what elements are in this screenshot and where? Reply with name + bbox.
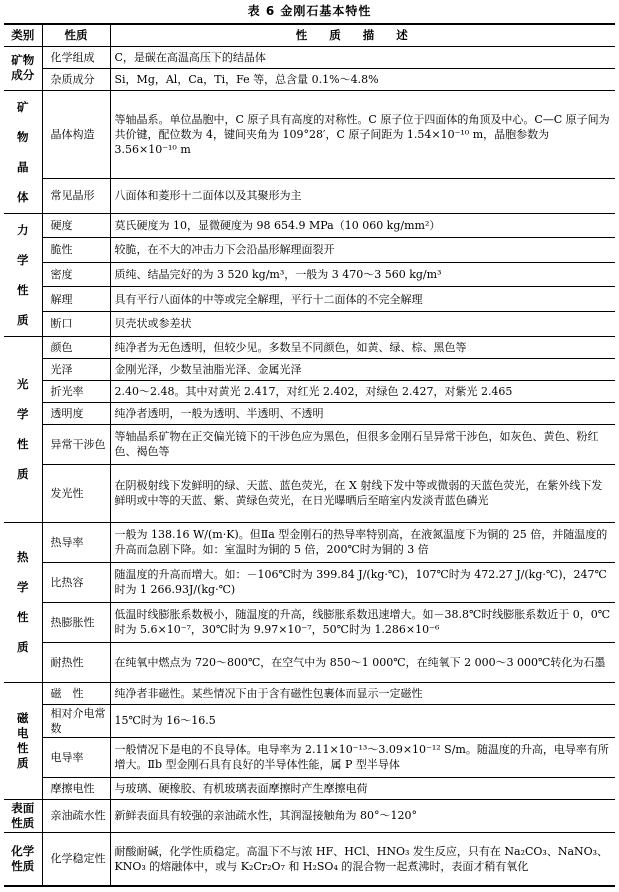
header-property: 性质 bbox=[42, 24, 110, 46]
table-row bbox=[4, 464, 615, 522]
category-cell bbox=[4, 213, 42, 336]
description-cell: 等轴晶系。单位晶胞中，C 原子具有高度的对称性。C 原子位于四面体的角顶及中心。C—C 原子间为共价键，配位数为 4，键间夹角为 109°28′，C 原子间距为 1.54×10⁻¹⁰ m，晶胞参数为 3.56×10⁻¹⁰ m bbox=[110, 90, 615, 178]
property-cell: 相对介电常数 bbox=[42, 704, 110, 737]
table-row bbox=[4, 704, 615, 737]
property-cell: 脆性 bbox=[42, 238, 110, 263]
description-cell: 莫氏硬度为 10，显微硬度为 98 654.9 MPa（10 060 kg/mm²） bbox=[110, 213, 615, 238]
category-label: 光学性质 bbox=[17, 377, 29, 481]
property-cell: 比热容 bbox=[42, 562, 110, 602]
property-cell: 热导率 bbox=[42, 522, 110, 562]
table-row bbox=[4, 287, 615, 312]
description-cell: 纯净者为无色透明，但较少见。多数呈不同颜色，如黄、绿、棕、黑色等 bbox=[110, 336, 615, 358]
description-cell: 在纯氧中燃点为 720～800℃，在空气中为 850～1 000℃，在纯氧下 2 000～3 000℃转化为石墨 bbox=[110, 642, 615, 682]
category-cell bbox=[4, 522, 42, 682]
property-cell: 热膨胀性 bbox=[42, 602, 110, 642]
description-cell: 一般情况下是电的不良导体。电导率为 2.11×10⁻¹³～3.09×10⁻¹² S/m。随温度的升高，电导率有所增大。Ⅱb 型金刚石具有良好的半导体性能，属 P 型半导体 bbox=[110, 737, 615, 777]
table-row bbox=[4, 402, 615, 424]
table-row bbox=[4, 358, 615, 380]
property-cell: 异常干涉色 bbox=[42, 424, 110, 464]
table-row bbox=[4, 682, 615, 704]
category-cell bbox=[4, 832, 42, 886]
category-label: 矿物晶体 bbox=[17, 99, 29, 204]
category-cell bbox=[4, 336, 42, 522]
table-row bbox=[4, 642, 615, 682]
description-cell: 新鲜表面具有较强的亲油疏水性，其润湿接触角为 80°～120° bbox=[110, 799, 615, 832]
table-row bbox=[4, 90, 615, 178]
header-description: 性质描述 bbox=[110, 24, 615, 46]
table-row bbox=[4, 737, 615, 777]
table-row bbox=[4, 336, 615, 358]
description-cell: 2.40～2.48。其中对黄光 2.417，对红光 2.402，对绿色 2.427，对紫光 2.465 bbox=[110, 380, 615, 402]
property-cell: 光泽 bbox=[42, 358, 110, 380]
table-row bbox=[4, 799, 615, 832]
description-cell: 随温度的升高而增大。如：－106℃时为 399.84 J/(kg·℃)，107℃时为 472.27 J/(kg·℃)，247℃时为 1 266.93J/(kg·℃) bbox=[110, 562, 615, 602]
description-cell: 耐酸耐碱，化学性质稳定。高温下不与浓 HF、HCl、HNO₃ 发生反应，只有在 Na₂CO₃、NaNO₃、KNO₃ 的熔融体中，或与 K₂Cr₂O₇ 和 H₂SO₄ 的混合物一起煮沸时，表面才稍有氧化 bbox=[110, 832, 615, 886]
description-cell: C，是碳在高温高压下的结晶体 bbox=[110, 46, 615, 68]
property-cell: 折光率 bbox=[42, 380, 110, 402]
table-row bbox=[4, 832, 615, 886]
table-row bbox=[4, 178, 615, 213]
property-cell: 硬度 bbox=[42, 213, 110, 238]
property-cell: 摩擦电性 bbox=[42, 777, 110, 799]
category-label: 矿物成分 bbox=[11, 53, 35, 82]
category-cell bbox=[4, 90, 42, 213]
table-row bbox=[4, 562, 615, 602]
description-cell: 低温时线膨胀系数极小，随温度的升高，线膨胀系数迅速增大。如－38.8℃时线膨胀系数近于 0，0℃时为 5.6×10⁻⁷，30℃时为 9.97×10⁻⁷，50℃时为 1.286×10⁻⁶ bbox=[110, 602, 615, 642]
table-row bbox=[4, 424, 615, 464]
category-label: 表面性质 bbox=[11, 800, 35, 830]
description-cell: 与玻璃、硬橡胶、有机玻璃表面摩擦时产生摩擦电荷 bbox=[110, 777, 615, 799]
property-cell: 断口 bbox=[42, 311, 110, 336]
property-cell: 发光性 bbox=[42, 464, 110, 522]
category-cell bbox=[4, 46, 42, 90]
category-cell bbox=[4, 799, 42, 832]
description-cell: 等轴晶系矿物在正交偏光镜下的干涉色应为黑色，但很多金刚石呈异常干涉色，如灰色、黄色、粉红色、褐色等 bbox=[110, 424, 615, 464]
description-cell: 较脆，在不大的冲击力下会沿晶形解理面裂开 bbox=[110, 238, 615, 263]
description-cell: 八面体和菱形十二面体以及其聚形为主 bbox=[110, 178, 615, 213]
category-label: 化学性质 bbox=[11, 843, 35, 873]
property-cell: 电导率 bbox=[42, 737, 110, 777]
category-label: 力学性质 bbox=[17, 222, 29, 327]
property-cell: 颜色 bbox=[42, 336, 110, 358]
property-cell: 化学组成 bbox=[42, 46, 110, 68]
description-cell: Si，Mg，Al，Ca，Ti，Fe 等，总含量 0.1%～4.8% bbox=[110, 68, 615, 90]
description-cell: 质纯、结晶完好的为 3 520 kg/m³，一般为 3 470～3 560 kg/m³ bbox=[110, 262, 615, 287]
table-row bbox=[4, 213, 615, 238]
property-cell: 磁 性 bbox=[42, 682, 110, 704]
property-cell: 解理 bbox=[42, 287, 110, 312]
table-row bbox=[4, 522, 615, 562]
property-cell: 杂质成分 bbox=[42, 68, 110, 90]
description-cell: 金刚光泽，少数呈油脂光泽、金属光泽 bbox=[110, 358, 615, 380]
description-cell: 在阴极射线下发鲜明的绿、天蓝、蓝色荧光，在 X 射线下发中等或微弱的天蓝色荧光，在紫外线下发鲜明或中等的天蓝、紫、黄绿色荧光，在日光曝晒后至暗室内发淡青蓝色磷光 bbox=[110, 464, 615, 522]
description-cell: 纯净者透明，一般为透明、半透明、不透明 bbox=[110, 402, 615, 424]
property-cell: 晶体构造 bbox=[42, 90, 110, 178]
property-cell: 密度 bbox=[42, 262, 110, 287]
table-row bbox=[4, 380, 615, 402]
description-cell: 15℃时为 16～16.5 bbox=[110, 704, 615, 737]
category-cell bbox=[4, 682, 42, 799]
description-cell: 具有平行八面体的中等或完全解理，平行十二面体的不完全解理 bbox=[110, 287, 615, 312]
category-label: 热学性质 bbox=[17, 550, 29, 654]
properties-table bbox=[4, 23, 615, 887]
table-row bbox=[4, 46, 615, 68]
table-row bbox=[4, 68, 615, 90]
header-category: 类别 bbox=[4, 24, 42, 46]
table-row bbox=[4, 602, 615, 642]
property-cell: 透明度 bbox=[42, 402, 110, 424]
table-row bbox=[4, 311, 615, 336]
property-cell: 耐热性 bbox=[42, 642, 110, 682]
table-row bbox=[4, 262, 615, 287]
header-row bbox=[4, 24, 615, 46]
table-row bbox=[4, 238, 615, 263]
description-cell: 纯净者非磁性。某些情况下由于含有磁性包裹体而显示一定磁性 bbox=[110, 682, 615, 704]
property-cell: 常见晶形 bbox=[42, 178, 110, 213]
table-title: 表 6 金刚石基本特性 bbox=[247, 4, 372, 18]
property-cell: 化学稳定性 bbox=[42, 832, 110, 886]
description-cell: 贝壳状或参差状 bbox=[110, 311, 615, 336]
property-cell: 亲油疏水性 bbox=[42, 799, 110, 832]
description-cell: 一般为 138.16 W/(m·K)。但Ⅱa 型金刚石的热导率特别高，在液氮温度下为铜的 25 倍，并随温度的升高而急剧下降。如：室温时为铜的 5 倍，200℃时为铜的 3 倍 bbox=[110, 522, 615, 562]
category-label: 磁电性质 bbox=[17, 710, 29, 770]
table-row bbox=[4, 777, 615, 799]
table-body bbox=[4, 46, 615, 886]
